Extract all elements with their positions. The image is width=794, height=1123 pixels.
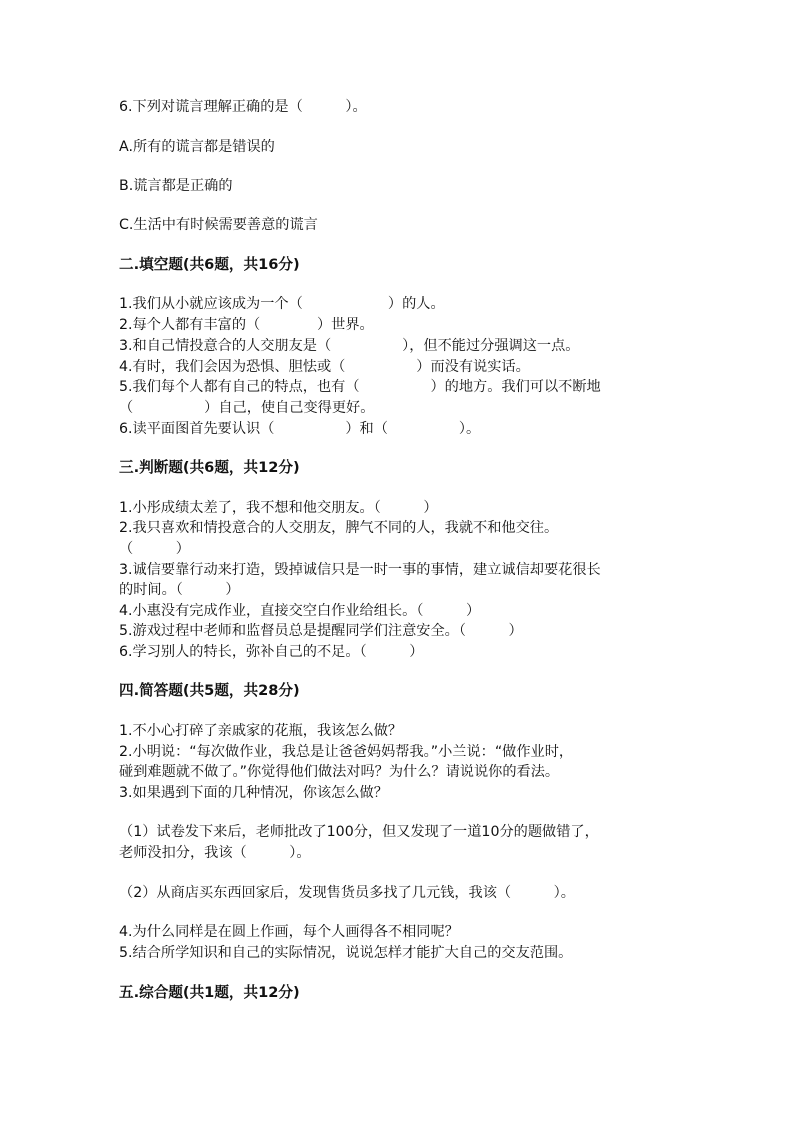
section-2-title: 二.填空题(共6题，共16分)	[119, 256, 300, 273]
short-question-2-cont: 碰到难题就不做了。”你觉得他们做法对吗？为什么？请说说你的看法。	[119, 764, 560, 780]
short-question-3: 3.如果遇到下面的几种情况，你该怎么做？	[119, 785, 388, 801]
judge-question-2-cont: （ ）	[119, 541, 190, 557]
fill-question-3: 3.和自己情投意合的人交朋友是（ ），但不能过分强调这一点。	[119, 338, 580, 354]
judge-question-2: 2.我只喜欢和情投意合的人交朋友，脾气不同的人，我就不和他交往。	[119, 520, 559, 536]
section-4-title: 四.简答题(共5题，共28分)	[119, 682, 300, 699]
short-question-1: 1.不小心打碎了亲戚家的花瓶，我该怎么做？	[119, 723, 403, 739]
option-a: A.所有的谎言都是错误的	[119, 139, 275, 155]
fill-question-6: 6.读平面图首先要认识（ ）和（ ）。	[119, 421, 481, 437]
fill-question-1: 1.我们从小就应该成为一个（ ）的人。	[119, 296, 445, 312]
fill-question-4: 4.有时，我们会因为恐惧、胆怯或（ ）而没有说实话。	[119, 359, 530, 375]
short-question-5: 5.结合所学知识和自己的实际情况，说说怎样才能扩大自己的交友范围。	[119, 945, 573, 961]
short-question-4: 4.为什么同样是在圆上作画，每个人画得各不相同呢？	[119, 924, 459, 940]
short-question-3-case-2: （2）从商店买东西回家后，发现售货员多找了几元钱，我该（ ）。	[119, 885, 575, 901]
section-5-title: 五.综合题(共1题，共12分)	[119, 984, 300, 1001]
judge-question-3: 3.诚信要靠行动来打造，毁掉诚信只是一时一事的事情，建立诚信却要花很长	[119, 562, 601, 578]
judge-question-6: 6.学习别人的特长，弥补自己的不足。（ ）	[119, 644, 424, 660]
fill-question-2: 2.每个人都有丰富的（ ）世界。	[119, 317, 374, 333]
judge-question-4: 4.小惠没有完成作业，直接交空白作业给组长。（ ）	[119, 603, 481, 619]
question-6-stem: 6.下列对谎言理解正确的是（ ）。	[119, 99, 367, 115]
fill-question-5: 5.我们每个人都有自己的特点，也有（ ）的地方。我们可以不断地	[119, 379, 601, 395]
option-b: B.谎言都是正确的	[119, 178, 233, 194]
fill-question-5-cont: （ ）自己，使自己变得更好。	[119, 400, 375, 416]
short-question-3-case-1-cont: 老师没扣分，我该（ ）。	[119, 845, 311, 861]
short-question-3-case-1: （1）试卷发下来后，老师批改了100分，但又发现了一道10分的题做错了，	[119, 824, 599, 840]
short-question-2: 2.小明说：“每次做作业，我总是让爸爸妈妈帮我。”小兰说：“做作业时，	[119, 744, 574, 760]
judge-question-3-cont: 的时间。（ ）	[119, 582, 240, 598]
judge-question-1: 1.小彤成绩太差了，我不想和他交朋友。（ ）	[119, 500, 438, 516]
judge-question-5: 5.游戏过程中老师和监督员总是提醒同学们注意安全。（ ）	[119, 623, 523, 639]
option-c: C.生活中有时候需要善意的谎言	[119, 217, 318, 233]
section-3-title: 三.判断题(共6题，共12分)	[119, 459, 300, 476]
